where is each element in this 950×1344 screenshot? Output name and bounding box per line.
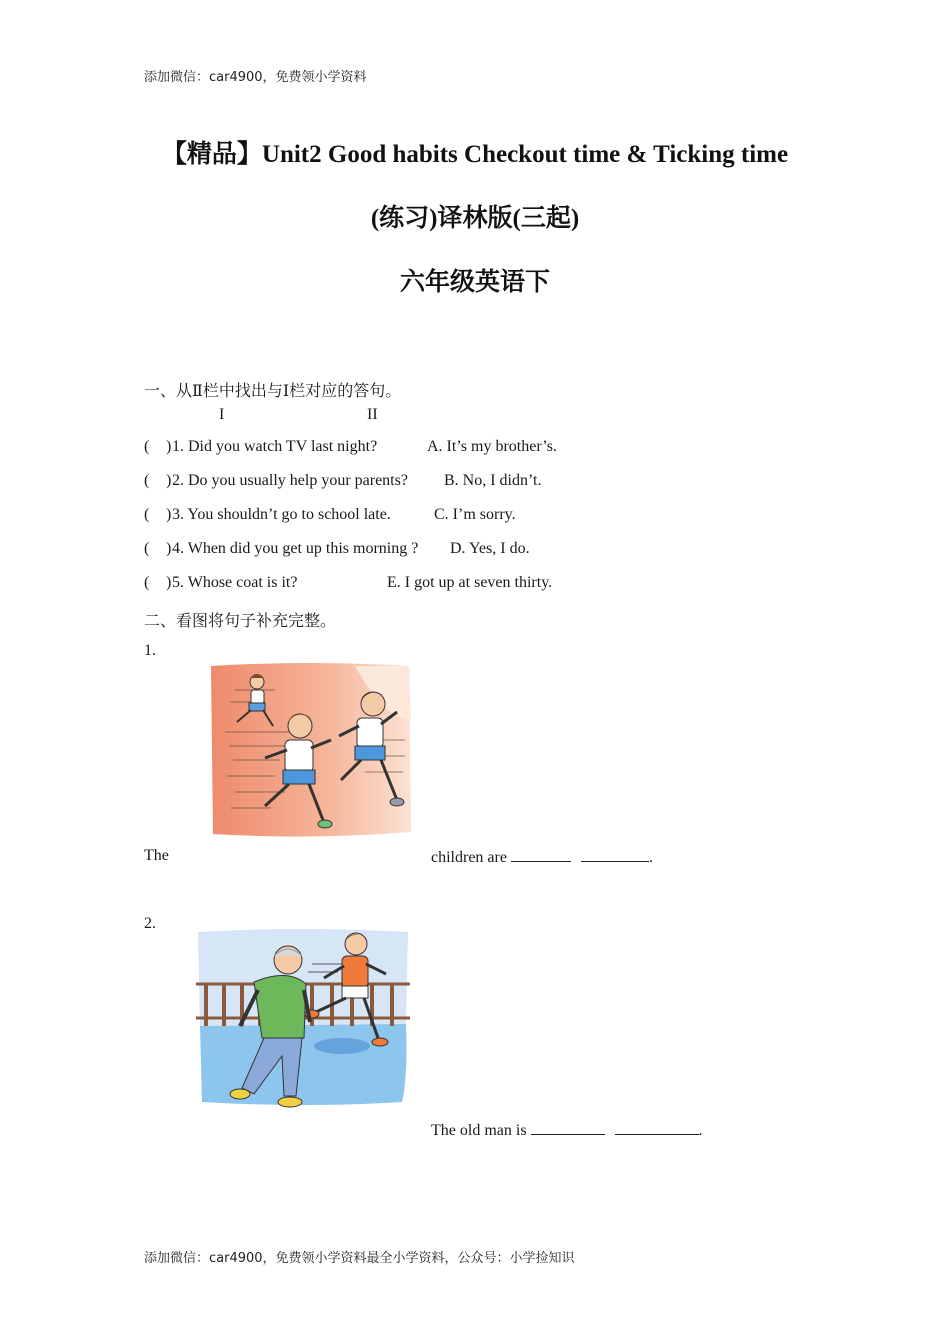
column-label-i: I (219, 406, 225, 423)
answer-paren-open: ( (144, 438, 150, 455)
question-2-text: The old man is (431, 1122, 527, 1139)
answer-paren-open: ( (144, 506, 150, 523)
running-children-illustration (205, 660, 415, 840)
page-header-note: 添加微信：car4900，免费领小学资料 (144, 70, 367, 85)
answer-option: E. I got up at seven thirty. (387, 574, 553, 591)
question-text: 1. Did you watch TV last night? (172, 438, 378, 455)
question-1-number: 1. (144, 642, 156, 659)
doc-title-line3: 六年级英语下 (399, 269, 550, 296)
answer-blank[interactable] (581, 847, 649, 862)
answer-paren-open: ( (144, 472, 150, 489)
question-1-suffix: children are (431, 849, 507, 866)
answer-blank[interactable] (615, 1120, 699, 1135)
answer-paren-close: ) (166, 540, 172, 557)
answer-option: A. It’s my brother’s. (427, 438, 557, 455)
answer-option: C. I’m sorry. (434, 506, 516, 523)
answer-blank[interactable] (531, 1120, 605, 1135)
question-1-prefix: The (144, 847, 169, 864)
answer-option: D. Yes, I do. (450, 540, 530, 557)
question-1-sentence (431, 847, 653, 867)
answer-paren-close: ) (166, 574, 172, 591)
question-1-period: . (648, 849, 653, 866)
answer-paren-open: ( (144, 540, 150, 557)
section2-heading: 二、看图将句子补充完整。 (144, 613, 337, 630)
section1-heading: 一、从Ⅱ栏中找出与Ⅰ栏对应的答句。 (144, 383, 402, 400)
question-text: 2. Do you usually help your parents? (172, 472, 408, 489)
answer-paren-close: ) (166, 506, 172, 523)
answer-paren-close: ) (166, 472, 172, 489)
doc-title-line1: 【精品】Unit2 Good habits Checkout time & Ticking time (161, 141, 789, 168)
question-text: 4. When did you get up this morning ? (172, 540, 419, 557)
old-man-and-boy-illustration (192, 926, 414, 1112)
answer-paren-close: ) (166, 438, 172, 455)
answer-paren-open: ( (144, 574, 150, 591)
question-text: 3. You shouldn’t go to school late. (172, 506, 391, 523)
question-2-number: 2. (144, 915, 156, 932)
doc-title-line2: (练习)译林版(三起) (370, 205, 580, 232)
page-footer-note: 添加微信：car4900，免费领小学资料最全小学资料，公众号：小学捡知识 (144, 1251, 575, 1266)
question-2-period: . (698, 1122, 703, 1139)
question-text: 5. Whose coat is it? (172, 574, 298, 591)
column-label-ii: II (367, 406, 378, 423)
answer-blank[interactable] (511, 847, 571, 862)
answer-option: B. No, I didn’t. (444, 472, 542, 489)
question-2-sentence (431, 1120, 703, 1140)
